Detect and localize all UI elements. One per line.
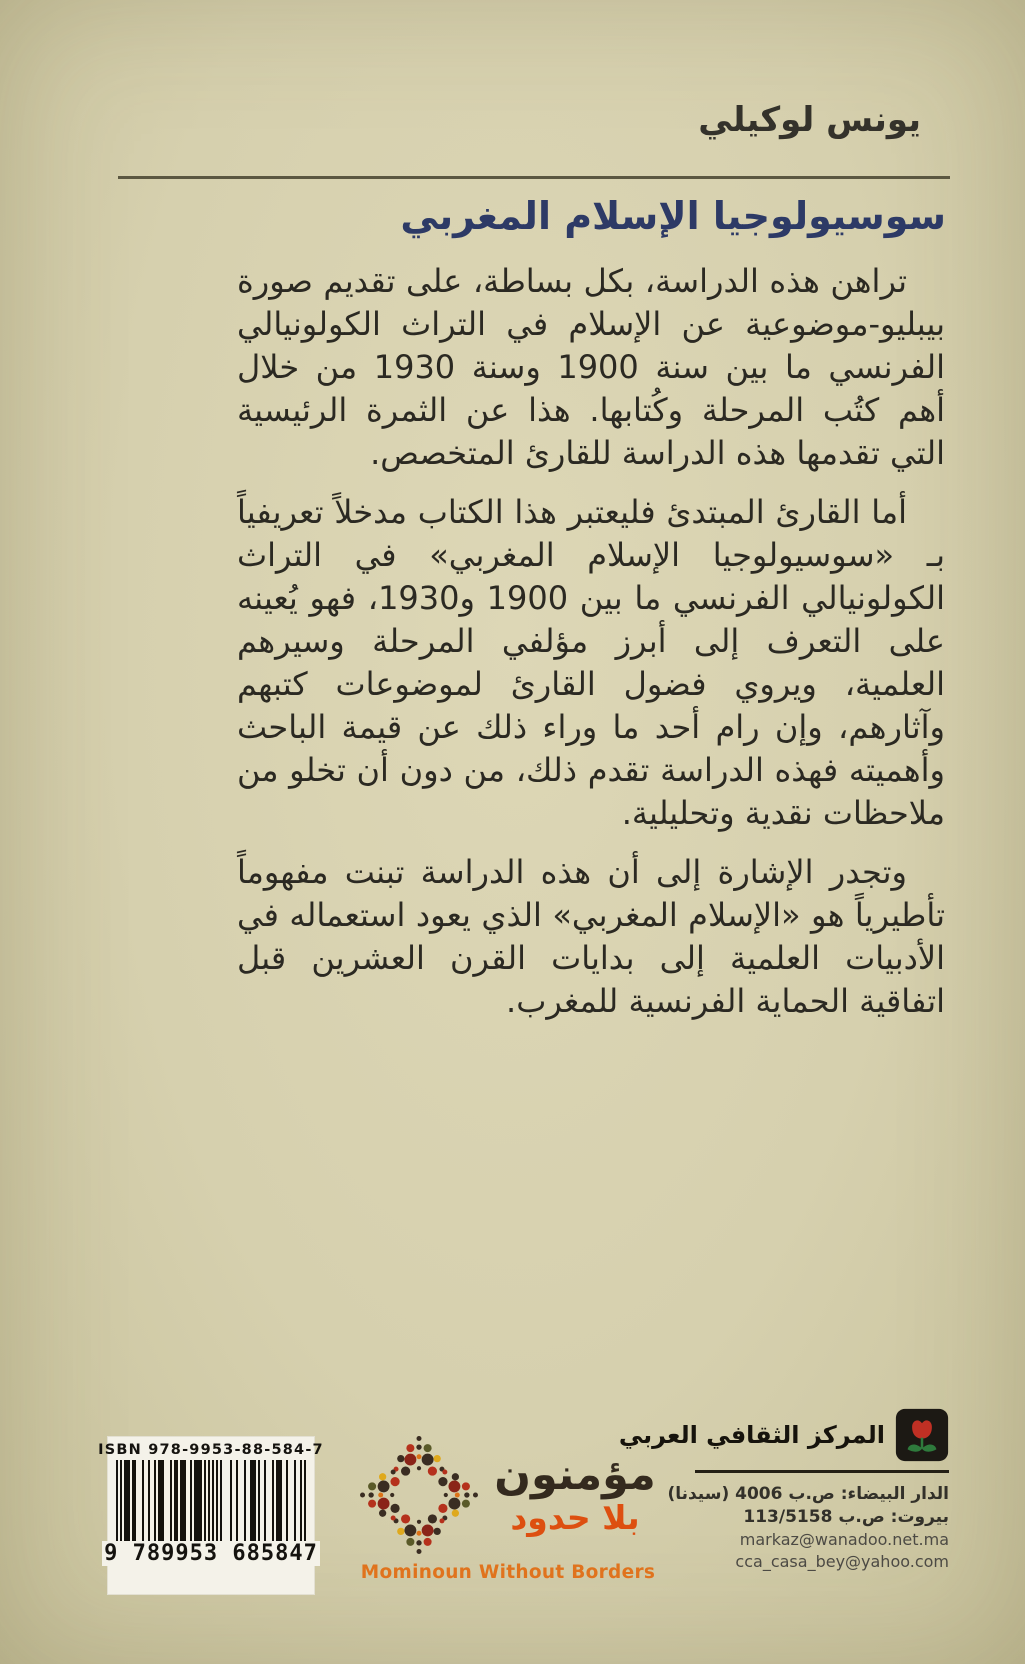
blurb-paragraph-1: تراهن هذه الدراسة، بكل بساطة، على تقديم صورة بيبليو-موضوعية عن الإسلام في التراث الكولونيالي الفرنسي ما بين سنة 1900 وسنة 1930 من خلال أهم كتُب المرحلة وكُتابها. هذا عن الثمرة الرئيسية التي تقدمها هذه الدراسة للقارئ المتخصص.: [237, 262, 945, 472]
mominoun-arabic-wordmark: [486, 1450, 664, 1537]
barcode-digits: 9 789953 685847: [104, 1541, 318, 1566]
publisher-email-2: cca_casa_bey@yahoo.com: [735, 1552, 949, 1571]
mominoun-english-name: Mominoun Without Borders: [360, 1562, 656, 1583]
mominoun-arabic-name: مؤمنون: [494, 1450, 656, 1501]
back-cover-blurb: [237, 260, 945, 1039]
mominoun-rosette-icon: [352, 1428, 486, 1562]
mominoun-arabic-tagline: بلا حدود: [510, 1497, 640, 1537]
isbn-label: ISBN 978-9953-88-584-7: [98, 1442, 324, 1458]
publisher-name: المركز الثقافي العربي: [618, 1421, 885, 1449]
header-divider-rule: [118, 176, 950, 179]
publisher-header: [618, 1408, 949, 1462]
publisher-email-1: markaz@wanadoo.net.ma: [739, 1530, 949, 1549]
publisher-block: [618, 1408, 949, 1573]
mominoun-logo-row: [352, 1428, 664, 1562]
publisher-address-casablanca: الدار البيضاء: ص.ب 4006 (سيدنا): [667, 1484, 949, 1504]
blurb-paragraph-3: وتجدر الإشارة إلى أن هذه الدراسة تبنت مفهوماً تأطيرياً هو «الإسلام المغربي» الذي يعود استعماله في الأدبيات العلمية إلى بدايات القرن العشرين قبل اتفاقية الحماية الفرنسية للمغرب.: [237, 853, 945, 1020]
publisher-address-beirut: بيروت: ص.ب 113/5158: [743, 1507, 949, 1527]
mominoun-logo: [352, 1428, 664, 1583]
isbn-barcode: [98, 1437, 324, 1594]
book-title: سوسيولوجيا الإسلام المغربي: [400, 194, 946, 238]
author-name: يونس لوكيلي: [698, 100, 921, 140]
publisher-tulip-logo-icon: [895, 1408, 949, 1462]
blurb-paragraph-2: أما القارئ المبتدئ فليعتبر هذا الكتاب مدخلاً تعريفياً بـ «سوسيولوجيا الإسلام المغربي» في التراث الكولونيالي الفرنسي ما بين 1900 و1930، فهو يُعينه على التعرف إلى أبرز مؤلفي المرحلة وسيرهم العلمية، ويروي فضول القارئ لموضوعات كتبهم وآثارهم، وإن رام أحد ما وراء ذلك عن قيمة الباحث وأهميته فهذه الدراسة تقدم ذلك، من دون أن تخلو من ملاحظات نقدية وتحليلية.: [237, 493, 946, 832]
publisher-divider-rule: [695, 1470, 949, 1473]
